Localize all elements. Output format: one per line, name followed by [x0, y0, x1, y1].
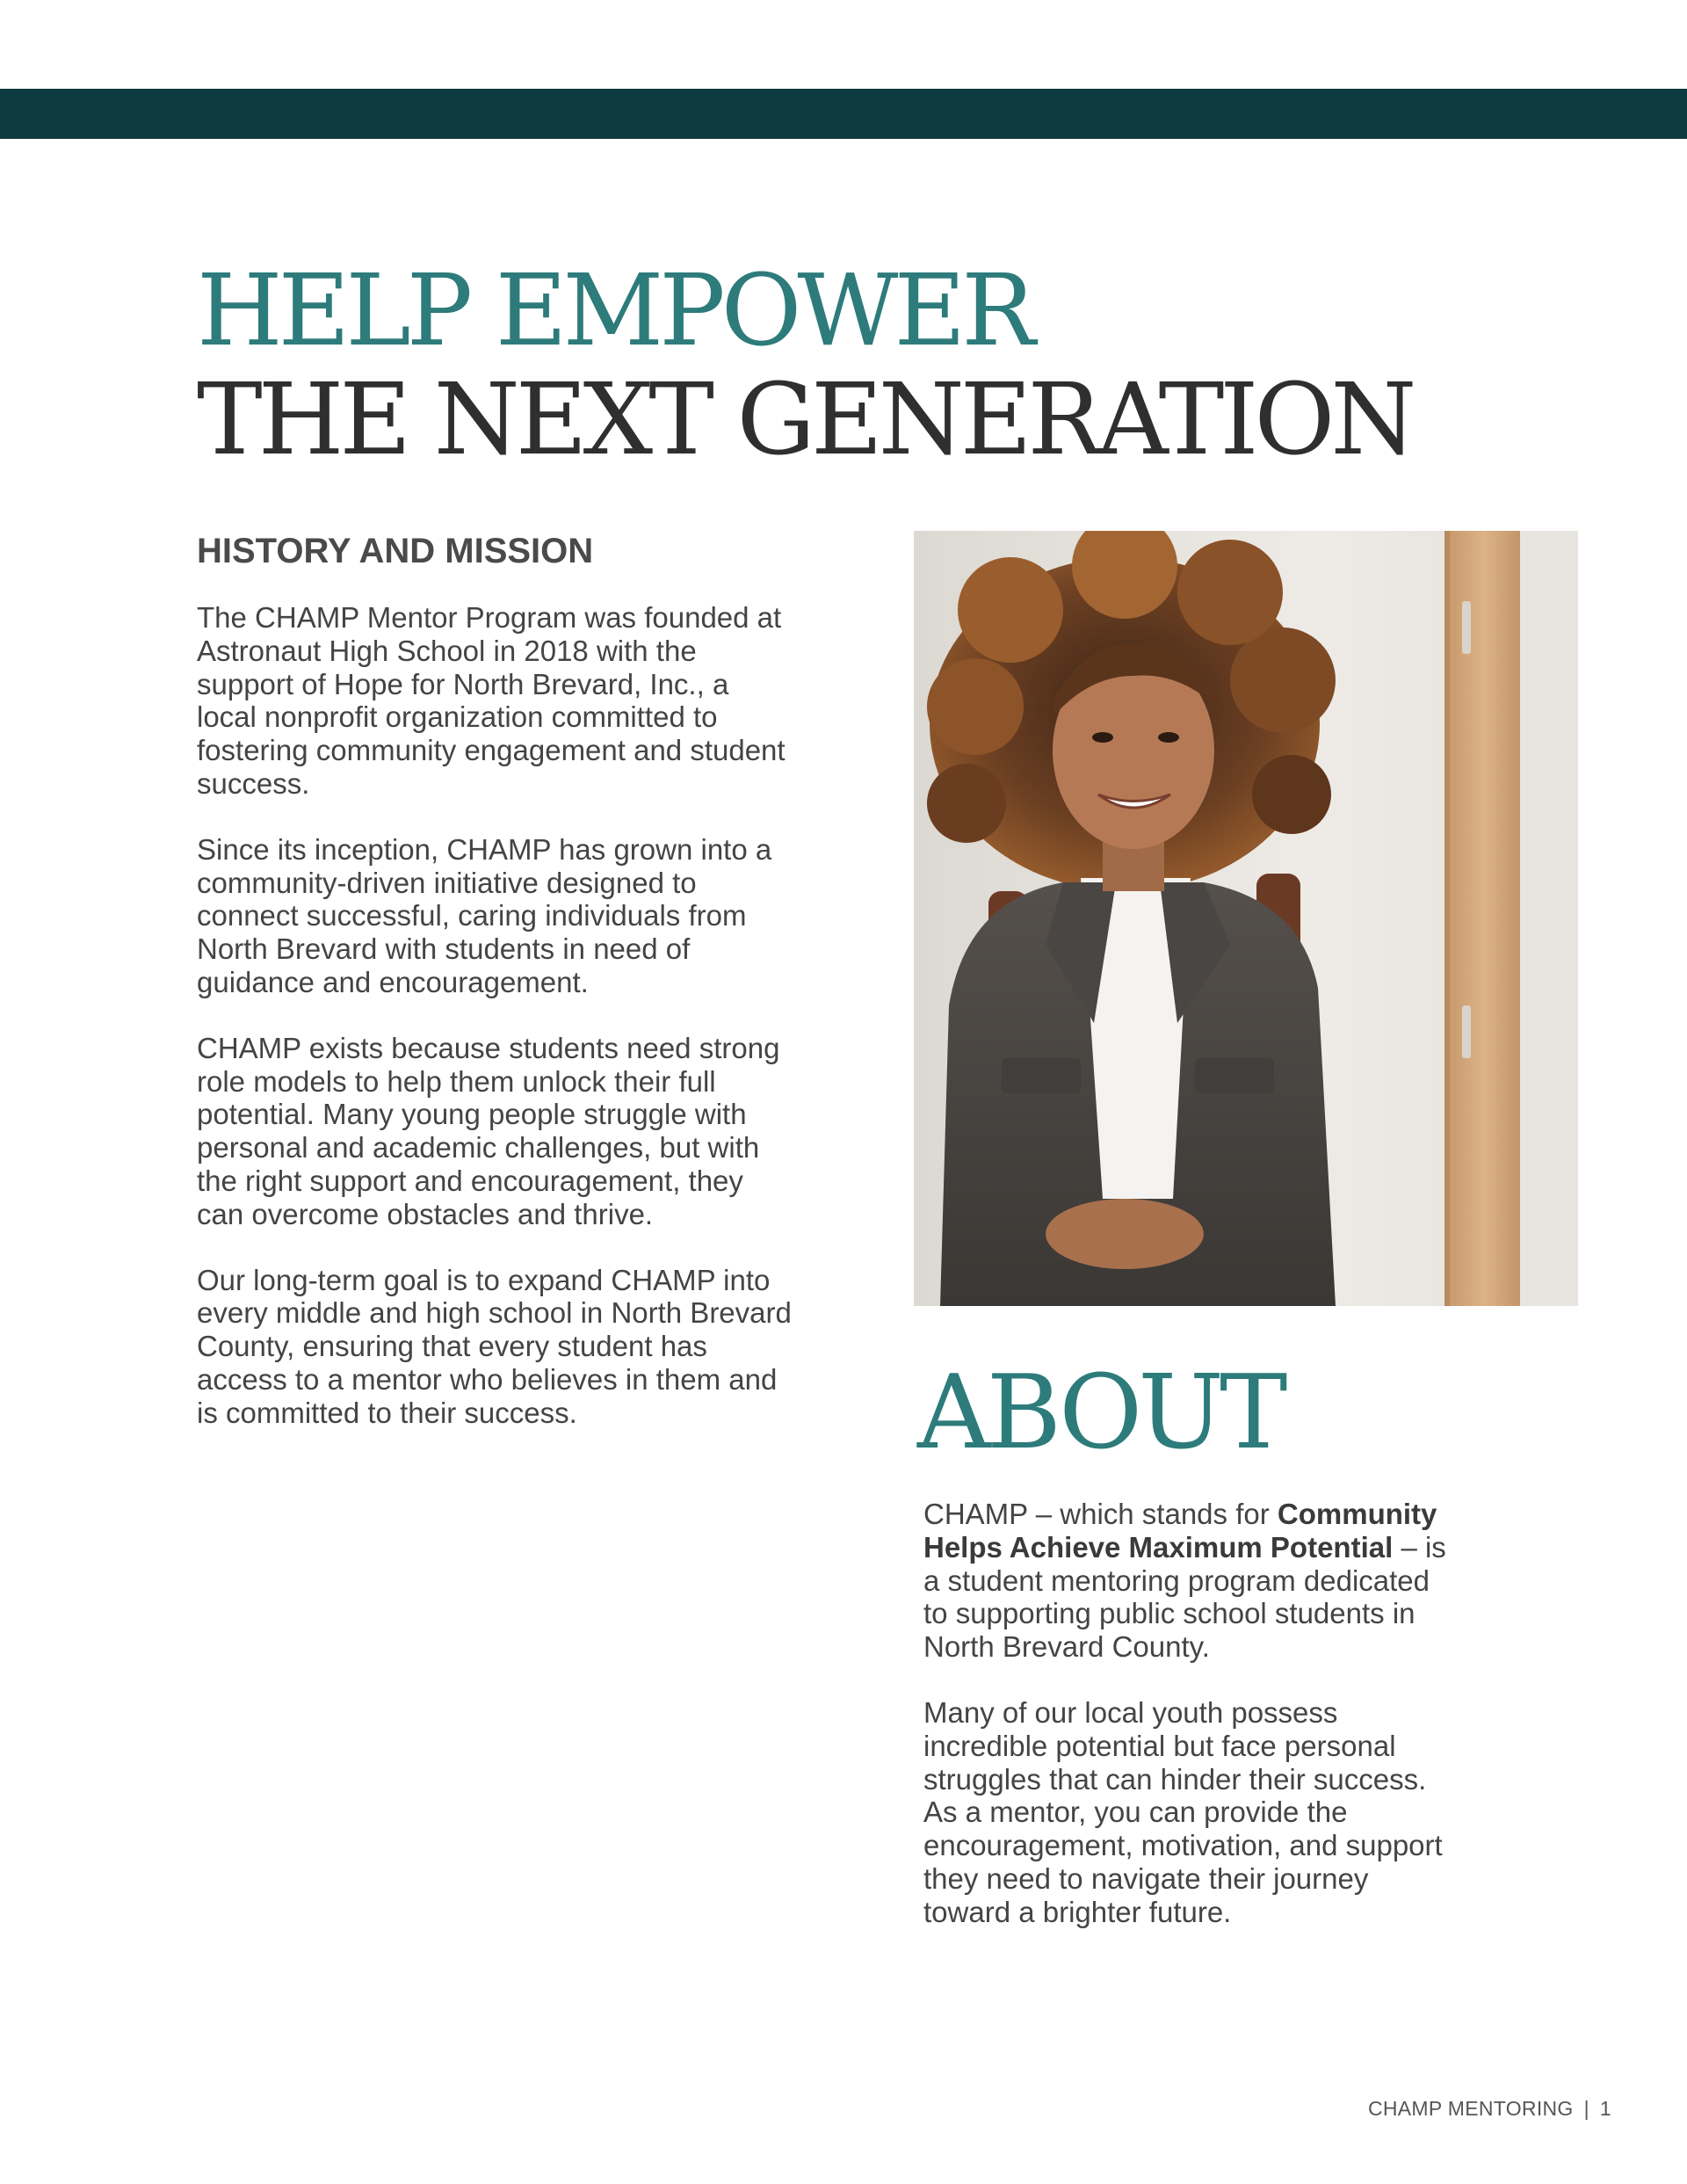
about-paragraph-1-end: – is a student mentoring program dedicated to supporting public school students in North Brevard County. — [923, 1530, 1446, 1664]
page-headline — [197, 254, 1413, 477]
about-paragraph-1-start: CHAMP – which stands for — [923, 1498, 1278, 1530]
history-heading: HISTORY AND MISSION — [197, 532, 594, 570]
history-paragraph-4: Our long-term goal is to expand CHAMP into every middle and high school in North Brevard County, ensuring that every student has access to a mentor who believes in them and is committed to their success. — [197, 1263, 792, 1429]
history-paragraph-1: The CHAMP Mentor Program was founded at Astronaut High School in 2018 with the support of Hope for North Brevard, Inc., a local nonprofit organization committed to fostering community engagement and student success. — [197, 601, 786, 800]
footer-separator: | — [1583, 2097, 1589, 2120]
page-footer — [1368, 2095, 1611, 2122]
student-portrait-illustration — [914, 531, 1578, 1306]
headline-line-1: HELP EMPOWER — [197, 254, 1032, 368]
history-paragraph-2: Since its inception, CHAMP has grown into a community-driven initiative designed to connect successful, caring individuals from North Brevard with students in need of guidance and encouragement. — [197, 832, 772, 998]
top-color-band — [0, 89, 1687, 139]
about-section — [923, 1498, 1451, 1962]
headline-line-2: THE NEXT GENERATION — [197, 363, 1413, 477]
about-paragraph-1 — [923, 1498, 1451, 1664]
student-portrait-photo — [914, 531, 1578, 1306]
history-and-mission-section — [197, 527, 794, 1462]
about-title: ABOUT — [917, 1353, 1284, 1472]
footer-label: CHAMP MENTORING — [1367, 2097, 1574, 2120]
about-paragraph-2: Many of our local youth possess incredible potential but face personal struggles that can hinder their success. As a mentor, you can provide the encouragement, motivation, and support they need to navigate their journey toward a brighter future. — [923, 1695, 1443, 1928]
page-number: 1 — [1599, 2097, 1611, 2120]
history-paragraph-3: CHAMP exists because students need strong role models to help them unlock their full potential. Many young people struggle with personal and academic challenges, but with the right support and encouragement, they can overcome obstacles and thrive. — [197, 1031, 780, 1230]
about-program-name: Community Helps Achieve Maximum Potential — [923, 1498, 1437, 1564]
